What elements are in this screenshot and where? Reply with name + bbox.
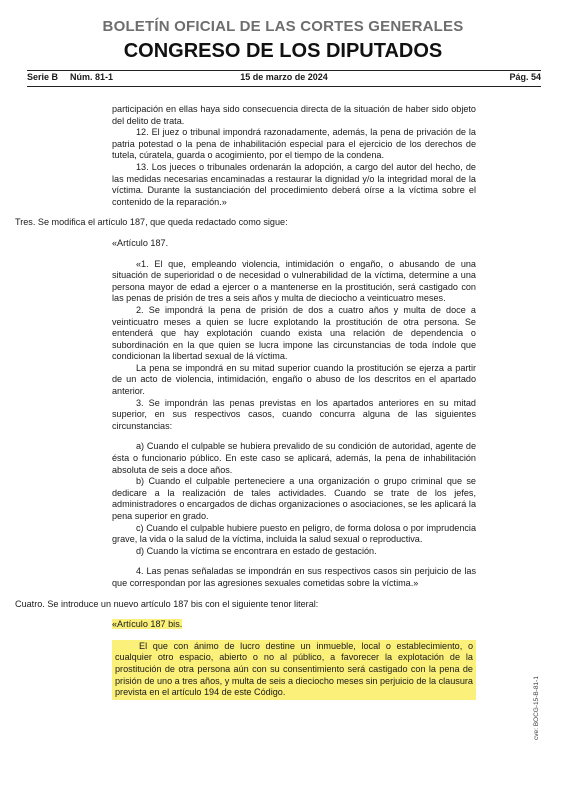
- chamber-title: CONGRESO DE LOS DIPUTADOS: [123, 40, 443, 62]
- header-date: 15 de marzo de 2024: [240, 72, 328, 82]
- header-serie: Serie B: [27, 72, 59, 82]
- paragraph: participación en ellas haya sido consecuencia directa de la situación de haber sido objeto del delito de trata.: [112, 104, 476, 126]
- list-item-a: a) Cuando el culpable se hubiera prevalido de su condición de autoridad, agente de ésta o funcionario público. En este caso se aplicará, además, la pena de inhabilitación absoluta de seis a doce años.: [112, 441, 476, 475]
- cve-code: cve: BOCG-15-B-81-1: [533, 676, 540, 740]
- document-body: [15, 104, 476, 700]
- highlighted-paragraph: El que con ánimo de lucro destine un inmueble, local o establecimiento, o cualquier otro espacio, abierto o no al público, a favorecer la explotación de la prostitución de otra persona aún con su consentimiento será castigado con la pena de prisión de uno a tres años, y multa de seis a dieciocho meses sin perjuicio de la clausura prevista en el artículo 194 de este Código.: [112, 640, 476, 700]
- paragraph: 2. Se impondrá la pena de prisión de dos a cuatro años y multa de doce a veinticuatro meses a quien se lucre explotando la prostitución de otra persona. Se entenderá que hay explotación cuando exista una relación de dependencia o subordinación en la que quien se lucra impone las circunstancias de toda índole que condicionan la libertad sexual de lá víctima.: [112, 304, 476, 362]
- bulletin-title: BOLETÍN OFICIAL DE LAS CORTES GENERALES: [102, 18, 464, 35]
- header-meta: [27, 72, 541, 85]
- paragraph: 13. Los jueces o tribunales ordenarán la adopción, a cargo del autor del hecho, de las medidas necesarias encaminadas a restaurar la dignidad y/o la integridad moral de la víctima. Durante la sustanciación del procedimiento deberá oírse a la víctima sobre el contenido de la reparación.»: [112, 161, 476, 207]
- article-187-bis-heading: [112, 619, 476, 631]
- list-item-b: b) Cuando el culpable perteneciere a una organización o grupo criminal que se dedicare a la realización de tales actividades. Cuando se trate de los jefes, administradores o encargados de dichas organizaciones o asociaciones, se les aplicará la pena superior en grado.: [112, 476, 476, 521]
- paragraph: 12. El juez o tribunal impondrá razonadamente, además, la pena de privación de la patria potestad o la pena de inhabilitación especial para el ejercicio de los derechos de tutela, cúratela, guarda o acogimiento, por el tiempo de la condena.: [112, 127, 476, 161]
- paragraph: 4. Las penas señaladas se impondrán en sus respectivos casos sin perjuicio de las que correspondan por las agresiones sexuales cometidas sobre la víctima.»: [112, 566, 476, 588]
- amendment-cuatro: Cuatro. Se introduce un nuevo artículo 187 bis con el siguiente tenor literal:: [15, 598, 319, 609]
- header-number: Núm. 81-1: [70, 72, 114, 82]
- header-rule-top: [27, 70, 541, 71]
- paragraph: «1. El que, empleando violencia, intimidación o engaño, o abusando de una situación de superioridad o de necesidad o vulnerabilidad de la víctima, determine a una persona mayor de edad a ejercer o a mantenerse en la prostitución, será castigado con las penas de prisión de tres a seis años y multa de dieciocho a veinticuatro meses.: [112, 258, 476, 304]
- paragraph: La pena se impondrá en su mitad superior cuando la prostitución se ejerza a partir de un acto de violencia, intimidación, engaño o abuso de los descritos en el apartado anterior.: [112, 362, 476, 397]
- header-rule-bottom: [27, 86, 541, 87]
- paragraph: 3. Se impondrán las penas previstas en los apartados anteriores en su mitad superior, en sus respectivos casos, cuando concurra alguna de las siguientes circunstancias:: [112, 397, 476, 431]
- amendment-tres: Tres. Se modifica el artículo 187, que queda redactado como sigue:: [15, 217, 288, 228]
- list-item-d: d) Cuando la víctima se encontrara en estado de gestación.: [136, 545, 377, 556]
- header-page: Pág. 54: [509, 72, 541, 82]
- list-item-c: c) Cuando el culpable hubiere puesto en peligro, de forma dolosa o por imprudencia grave, la vida o la salud de la víctima, incluida la salud sexual o reproductiva.: [112, 522, 476, 545]
- article-187-heading: «Artículo 187.: [112, 237, 169, 248]
- highlighted-text: «Artículo 187 bis.: [112, 619, 183, 630]
